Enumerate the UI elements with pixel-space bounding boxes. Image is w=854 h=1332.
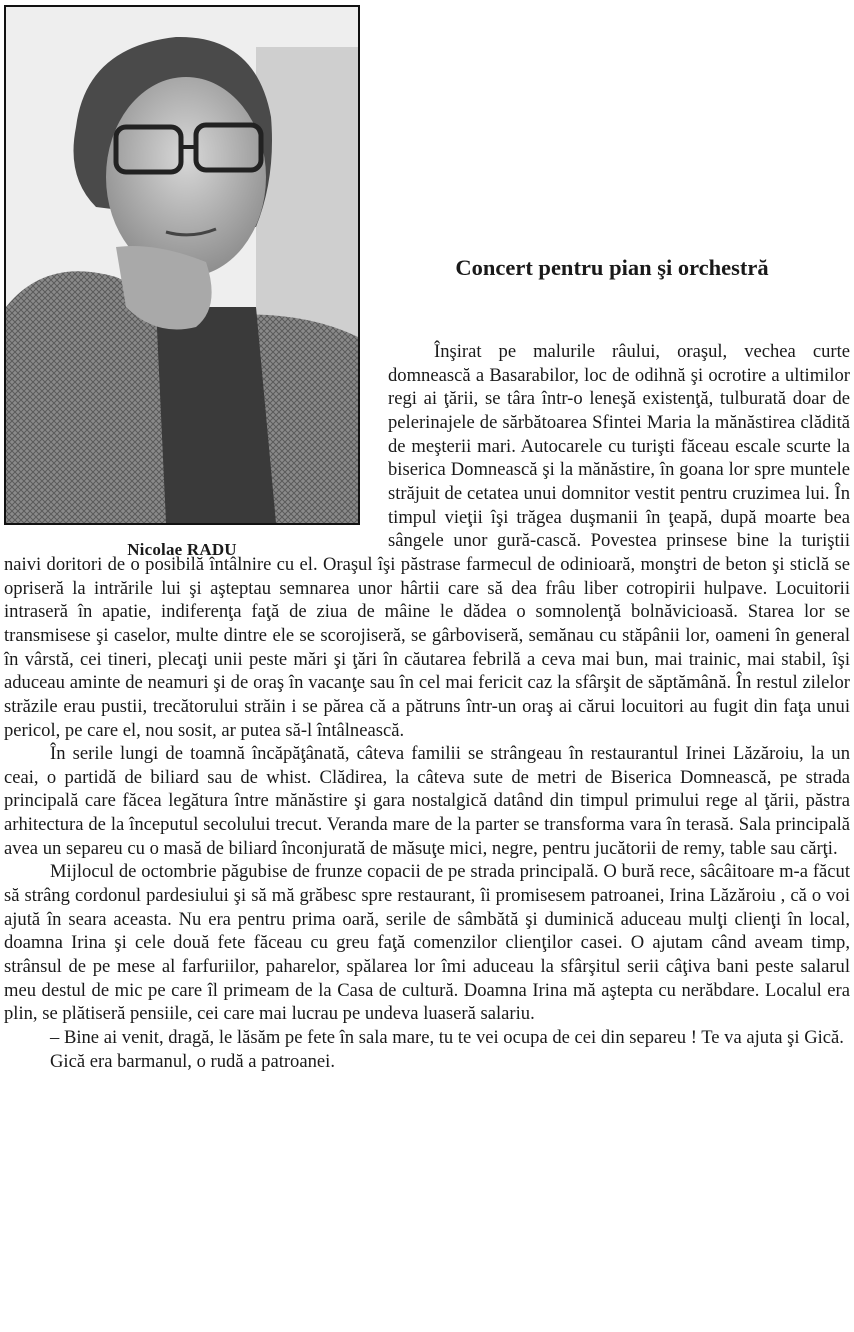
photo-wrap-spacer bbox=[4, 340, 388, 548]
article-body bbox=[4, 340, 850, 1073]
paragraph: Înşirat pe malurile râului, oraşul, vechea curte domnească a Basarabilor, loc de odihnă şi ocrotire a ultimilor regi ai ţării, se târa într-o leneşă existenţă, tulburată doar de pelerinajele de sărbătoarea Sfintei Maria la mănăstirea clădită de meşterii mari. Autocarele cu turişti făceau escale scurte la biserica Domnească şi la mănăstire, în goana lor spre muntele străjuit de cetatea unui domnitor vestit pentru cruzimea lui. În timpul vieţii îşi trăgea duşmanii în ţeapă, după moarte bea sângele unor gură-cască. Povestea prinsese bine la turiştii naivi doritori de o posibilă întâlnire cu el. Oraşul îşi păstrase farmecul de odinioară, monştri de beton şi sticlă se opriseră la intrările lui şi aşteptau semnarea unor hârtii care să dea frâu liber cotropirii hulpave. Locuitorii intraseră în apatie, indiferenţa faţă de ziua de mâine le dădea o somnolenţă bolnăvicioasă. Starea lor se transmisese şi caselor, multe dintre ele se scorojiseră, se gârboviseră, semănau cu stăpânii lor, oameni în general în vârstă, cei tineri, plecaţi unii peste mări şi ţări în căutarea febrilă a ceva mai bun, mai trainic, mai stabil, îşi aduceau aminte de neamuri şi de oraş în vacanţe sau în cel mai fericit caz la sfârşit de săptămână. În restul zilelor străzile erau pustii, trecătorului străin i se părea că a pătruns într-un oraş ai cărui locuitori au fugit din faţa unui pericol, pe care el, nou sosit, ar putea să-l întâlnească. bbox=[4, 341, 850, 741]
article-title: Concert pentru pian şi orchestră bbox=[455, 255, 769, 280]
paragraph: Mijlocul de octombrie păgubise de frunze copacii de pe strada principală. O bură rece, sâcâitoare m-a făcut să strâng cordonul pardesiului şi să mă grăbesc spre restaurant, îi promisesem patroanei, Irina Lăzăroiu , că o voi ajută în seara aceasta. Nu era pentru prima oară, serile de sâmbătă şi duminică aduceau mulţi clienţi în local, doamna Irina şi cele două fete făceau cu greu faţă comenzilor clienţilor casei. O ajutam când aveam timp, strânsul de pe mese al farfuriilor, paharelor, spălarea lor îmi aduceau la sfârşitul serii câţiva bani peste salarul meu destul de mic pe care îl primeam de la Casa de cultură. Doamna Irina mă aştepta cu nerăbdare. Localul era plin, se plătiseră pensiile, cei care mai lucrau pe undeva luaseră salariu. bbox=[4, 861, 850, 1025]
paragraph: – Bine ai venit, dragă, le lăsăm pe fete în sala mare, tu te vei ocupa de cei din separeu ! Te va ajuta şi Gică. bbox=[50, 1027, 844, 1049]
paragraph: Gică era barmanul, o rudă a patroanei. bbox=[50, 1050, 335, 1072]
paragraph: În serile lungi de toamnă încăpăţânată, câteva familii se strângeau în restaurantul Irinei Lăzăroiu, la un ceai, o partidă de biliard sau de whist. Clădirea, la câteva sute de metri de Biserica Domnească, pe strada principală care făcea legătura între mănăstire şi gara nostalgică datând din timpul primului rege al ţării, păstra arhitectura de la începutul secolului trecut. Veranda mare de la parter se transforma vara în terasă. Sala principală avea un separeu cu o masă de biliard înconjurată de măsuţe mici, negre, pentru jucătorii de remy, table sau cărţi. bbox=[4, 743, 850, 859]
photo-caption: Nicolae RADU bbox=[127, 540, 237, 559]
